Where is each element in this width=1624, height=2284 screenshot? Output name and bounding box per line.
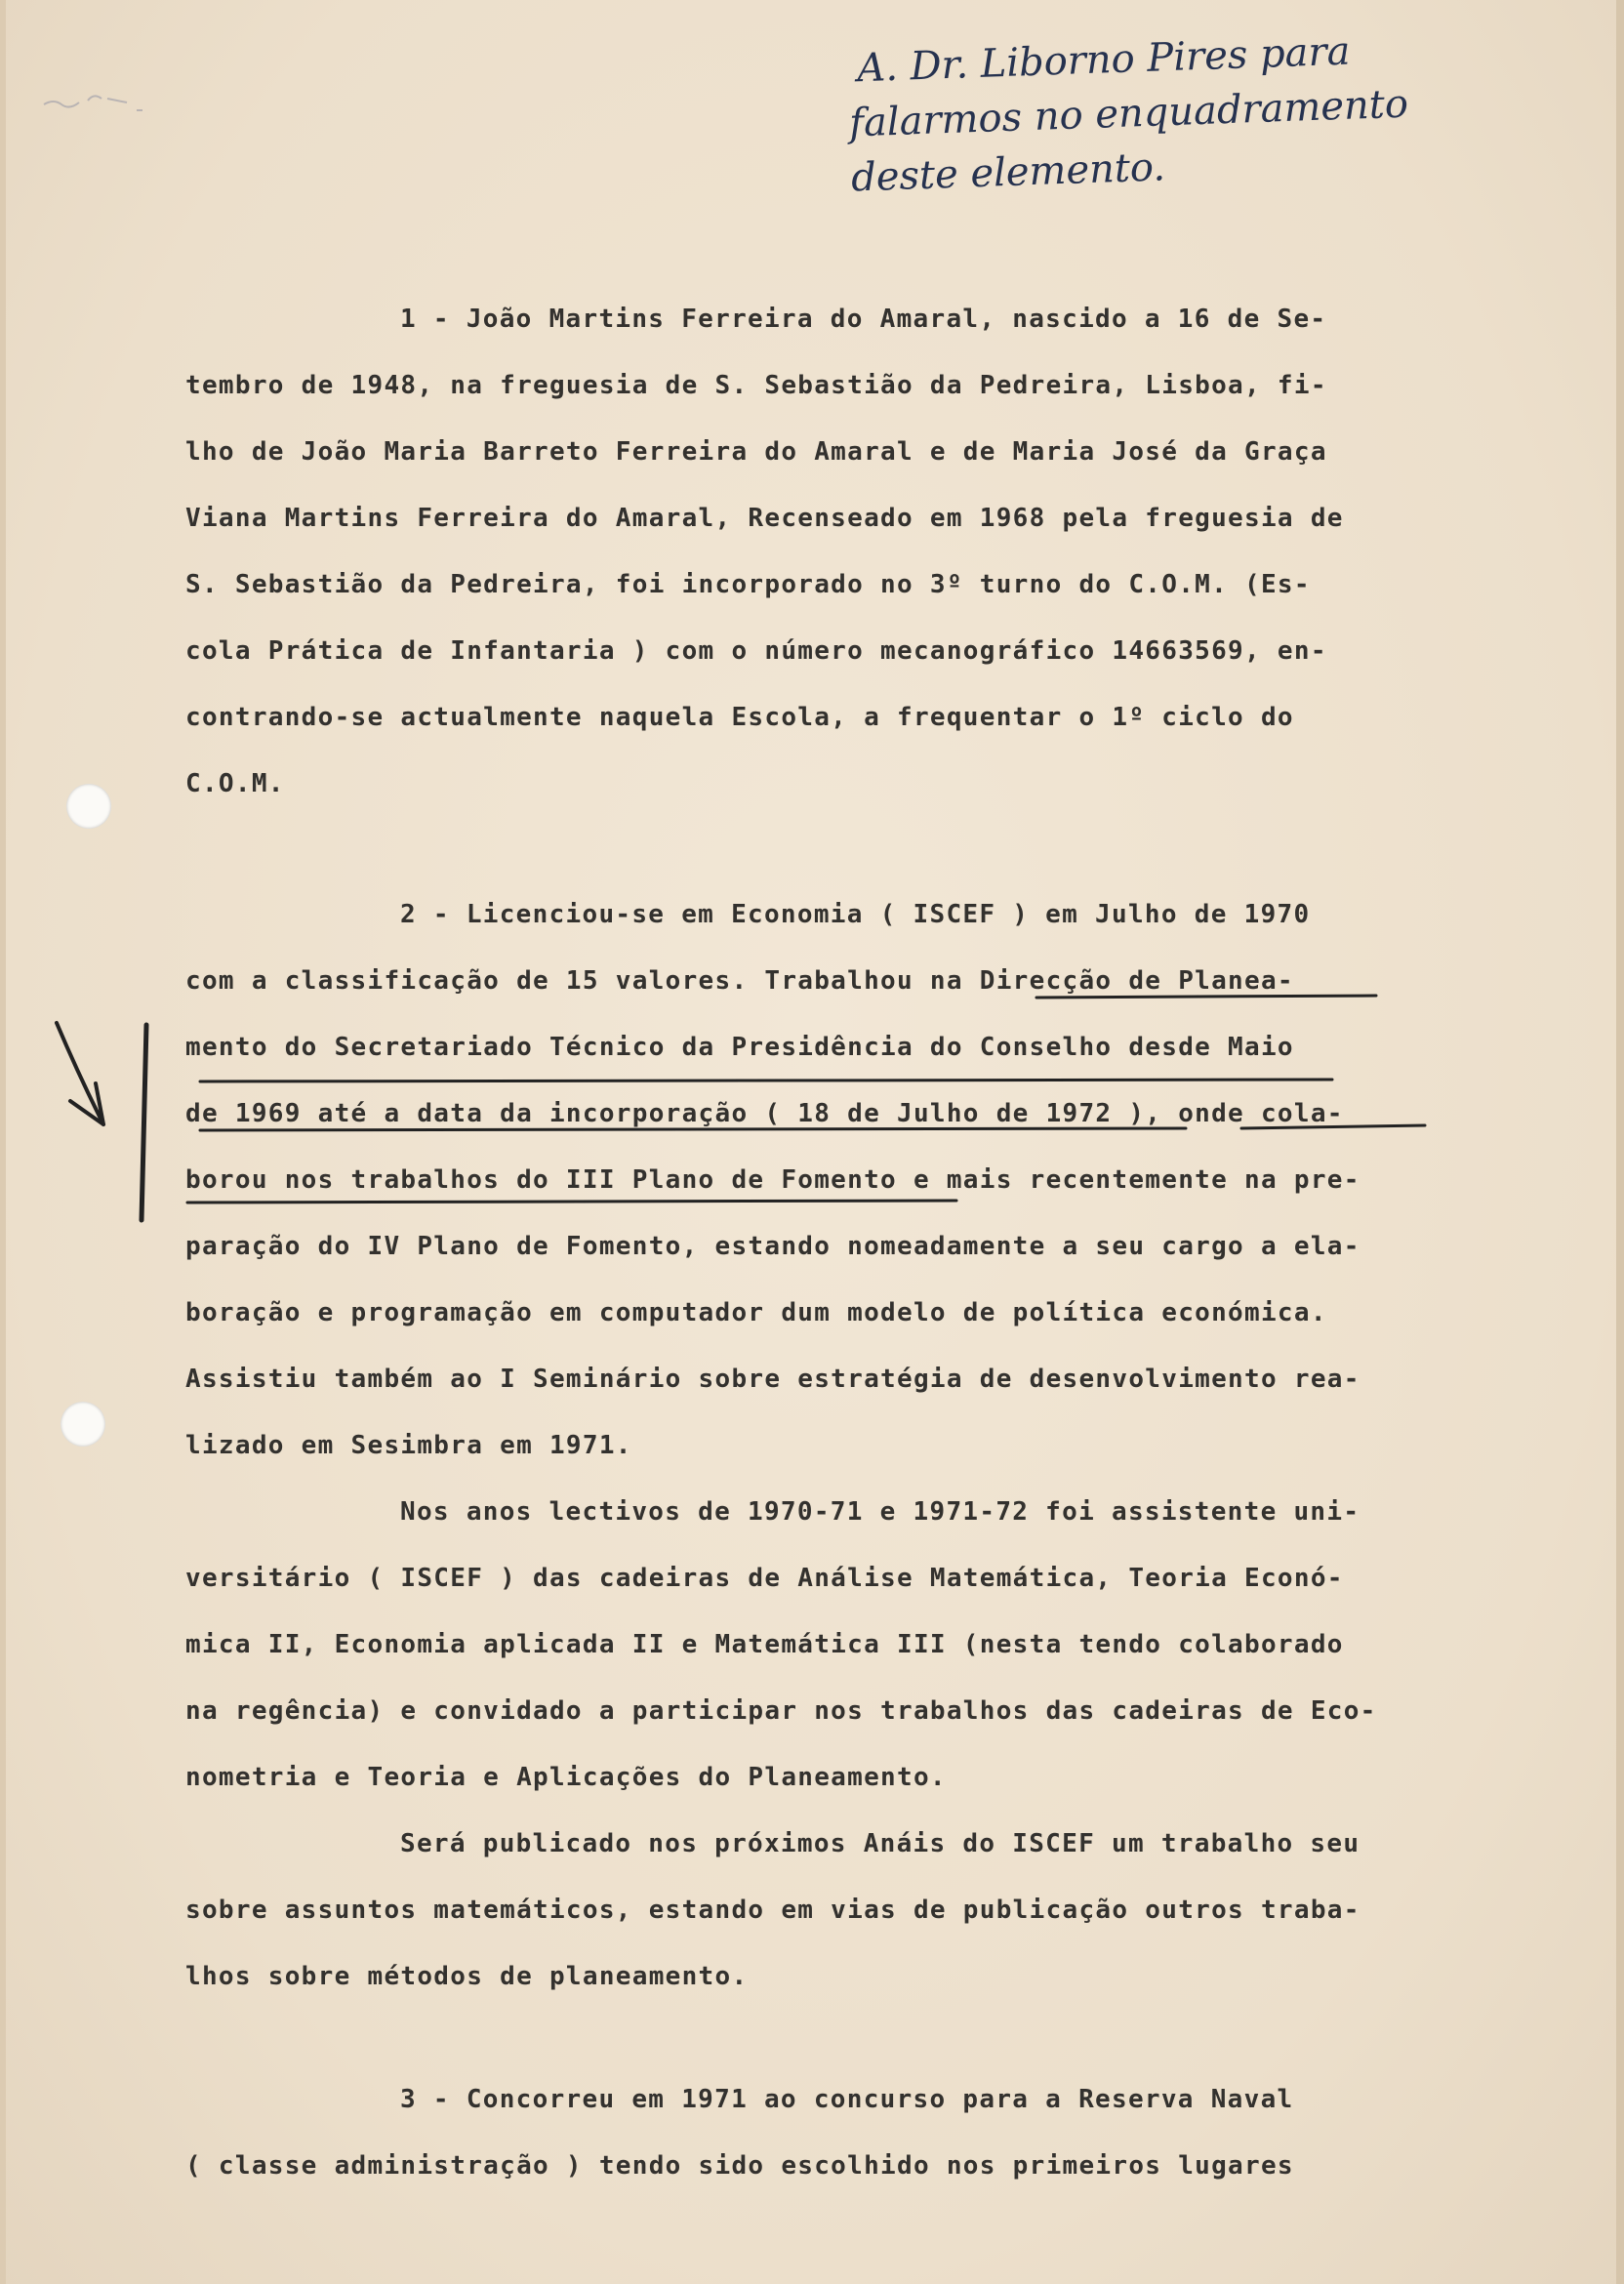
text-line: sobre assuntos matemáticos, estando em vias de publicação outros traba-: [185, 1896, 1360, 1925]
text-line: Assistiu também ao I Seminário sobre estratégia de desenvolvimento rea-: [185, 1365, 1360, 1394]
text-line: 3 - Concorreu em 1971 ao concurso para a Reserva Naval: [400, 2085, 1294, 2114]
underline-2: [200, 1080, 1332, 1081]
handwritten-line: falarmos no enquadramento: [848, 81, 1409, 146]
text-line: de 1969 até a data da incorporação ( 18 de Julho de 1972 ), onde cola-: [185, 1099, 1344, 1128]
margin-bar: [142, 1025, 146, 1220]
text-line: ( classe administração ) tendo sido escolhido nos primeiros lugares: [185, 2151, 1294, 2181]
text-line: lhos sobre métodos de planeamento.: [185, 1962, 749, 1991]
text-line: 1 - João Martins Ferreira do Amaral, nascido a 16 de Se-: [400, 305, 1327, 334]
paper-edge-right: [1616, 0, 1624, 2284]
margin-arrow-icon: [57, 1023, 103, 1124]
punch-hole-lower: [61, 1402, 105, 1447]
punch-hole-upper: [66, 784, 111, 829]
handwritten-line: deste elemento.: [850, 144, 1166, 201]
text-line: cola Prática de Infantaria ) com o número mecanográfico 14663569, en-: [185, 636, 1327, 666]
text-line: C.O.M.: [185, 769, 285, 798]
text-line: versitário ( ISCEF ) das cadeiras de Análise Matemática, Teoria Econó-: [185, 1564, 1344, 1593]
text-line: 2 - Licenciou-se em Economia ( ISCEF ) em Julho de 1970: [400, 900, 1311, 929]
text-line: na regência) e convidado a participar nos trabalhos das cadeiras de Eco-: [185, 1696, 1377, 1726]
text-line: borou nos trabalhos do III Plano de Fomento e mais recentemente na pre-: [185, 1165, 1360, 1195]
text-line: mica II, Economia aplicada II e Matemática III (nesta tendo colaborado: [185, 1630, 1344, 1659]
text-line: lho de João Maria Barreto Ferreira do Amaral e de Maria José da Graça: [185, 437, 1327, 467]
text-line: Será publicado nos próximos Anáis do ISCEF um trabalho seu: [400, 1829, 1360, 1858]
text-line: Viana Martins Ferreira do Amaral, Recenseado em 1968 pela freguesia de: [185, 504, 1344, 533]
underline-5: [187, 1201, 956, 1203]
text-line: S. Sebastião da Pedreira, foi incorporado no 3º turno do C.O.M. (Es-: [185, 570, 1311, 599]
text-line: nometria e Teoria e Aplicações do Planeamento.: [185, 1763, 947, 1792]
handwritten-note: [848, 18, 1544, 205]
underline-3: [200, 1128, 1186, 1130]
paper-edge-left: [0, 0, 6, 2284]
ink-smudge: [39, 83, 156, 122]
text-line: contrando-se actualmente naquela Escola, a frequentar o 1º ciclo do: [185, 703, 1294, 732]
text-line: com a classificação de 15 valores. Trabalhou na Direcção de Planea-: [185, 966, 1294, 996]
underline-1: [1036, 996, 1376, 998]
handwritten-line: A. Dr. Liborno Pires para: [856, 28, 1352, 92]
text-line: mento do Secretariado Técnico da Presidência do Conselho desde Maio: [185, 1033, 1294, 1062]
text-line: Nos anos lectivos de 1970-71 e 1971-72 foi assistente uni-: [400, 1497, 1360, 1527]
text-line: lizado em Sesimbra em 1971.: [185, 1431, 632, 1460]
text-line: boração e programação em computador dum modelo de política económica.: [185, 1298, 1327, 1327]
text-line: paração do IV Plano de Fomento, estando nomeadamente a seu cargo a ela-: [185, 1232, 1360, 1261]
text-line: tembro de 1948, na freguesia de S. Sebastião da Pedreira, Lisboa, fi-: [185, 371, 1327, 400]
